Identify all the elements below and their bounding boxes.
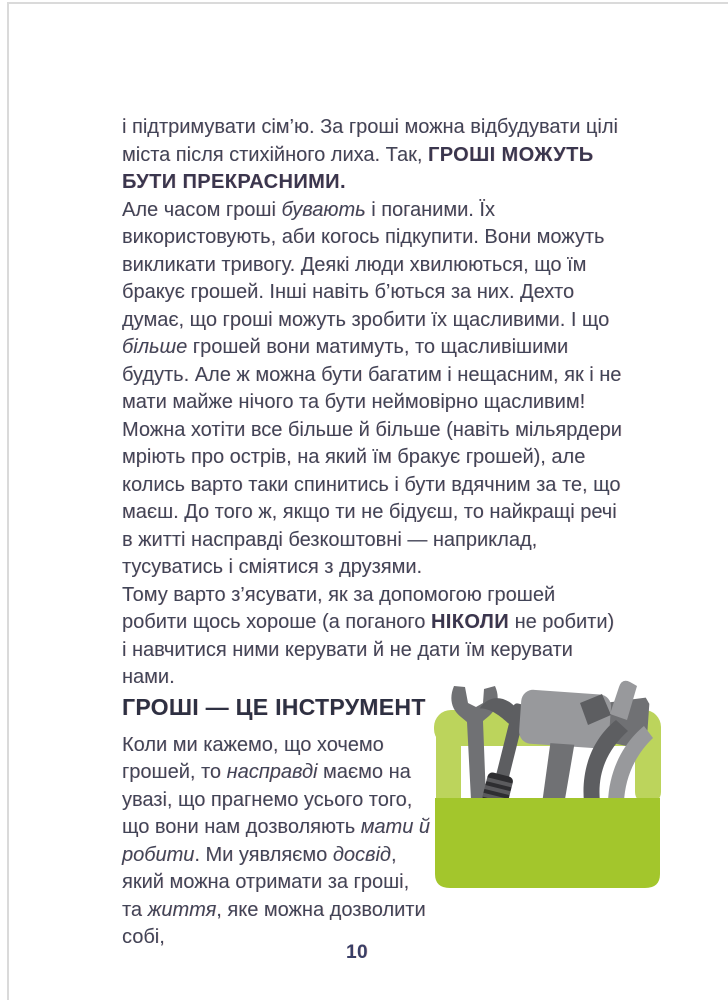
toolbox-svg [434, 676, 714, 898]
paragraph-1 [122, 114, 622, 197]
paragraph-1-emphasis-caps: ГРОШІ МОЖУТЬ БУТИ ПРЕКРАСНИМИ. [122, 143, 594, 193]
paragraph-4-text-3: . Ми уявляємо [194, 843, 333, 866]
paragraph-2-text-2: і поганими. Їх використовують, аби когось підкупити. Вони можуть викликати тривогу. Деякі люди хвилюються, що їм бракує грошей. Інші навіть б’ються за них. Дехто думає, що гроші можуть зробити їх щасливими. І що [122, 198, 610, 331]
paragraph-4-italic-2: мати й робити [122, 816, 430, 866]
paragraph-4-italic-3: досвід [332, 843, 391, 866]
paragraph-2-text: Але часом гроші [122, 198, 282, 221]
toolbox-front-panel [435, 798, 660, 888]
paragraph-2-text-3: грошей вони матимуть, то щасливішими будуть. Але ж можна бути багатим і нещасним, як і не мати майже нічого та бути неймовірно щасливим! Можна хотіти все більше й більше (навіть мільярдери мріють про острів, на який їм бракує грошей), але колись варто таки спинитись і бути вдячним за те, що маєш. До того ж, якщо ти не бідуєш, то найкращі речі в житті насправді безкоштовні — наприклад, тусуватись і сміятися з друзями. [122, 336, 622, 578]
paragraph-2-italic-2: більше [122, 336, 188, 358]
paragraph-4-text-5: , яке можна дозволити собі, [122, 898, 426, 948]
paragraph-4-italic-1: насправді [226, 761, 318, 783]
paragraph-3 [122, 582, 622, 692]
paragraph-4-text: Коли ми кажемо, що хочемо грошей, то [122, 733, 384, 783]
paragraph-1-text: і підтримувати сім’ю. За гроші можна відбудувати цілі міста після стихійного лиха. Так, [122, 116, 618, 166]
paragraph-4 [122, 732, 432, 952]
toolbox-illustration [434, 676, 714, 898]
paragraph-3-emphasis-caps: НІКОЛИ [430, 611, 510, 633]
paragraph-3-text-2: не робити) і навчитися ними керувати й не дати їм керувати нами. [122, 611, 615, 688]
paragraph-2-italic-1: бувають [281, 198, 366, 221]
paragraph-3-text: Тому варто з’ясувати, як за допомогою грошей робити щось хороше (а поганого [122, 583, 556, 633]
page-edge-left [7, 2, 9, 1000]
toolbox-left-post [436, 724, 461, 804]
page-edge-top [7, 2, 728, 4]
paragraph-4-text-2: маємо на увазі, що прагнемо усього того, що вони нам дозволяють [122, 761, 413, 838]
section-heading: ГРОШІ — ЦЕ ІНСТРУМЕНТ [122, 693, 426, 720]
paragraph-4-text-4: , який можна отримати за гроші, та [122, 843, 410, 921]
page-number: 10 [346, 942, 368, 963]
paragraph-2 [122, 197, 622, 582]
paragraph-4-italic-4: життя [147, 898, 217, 921]
